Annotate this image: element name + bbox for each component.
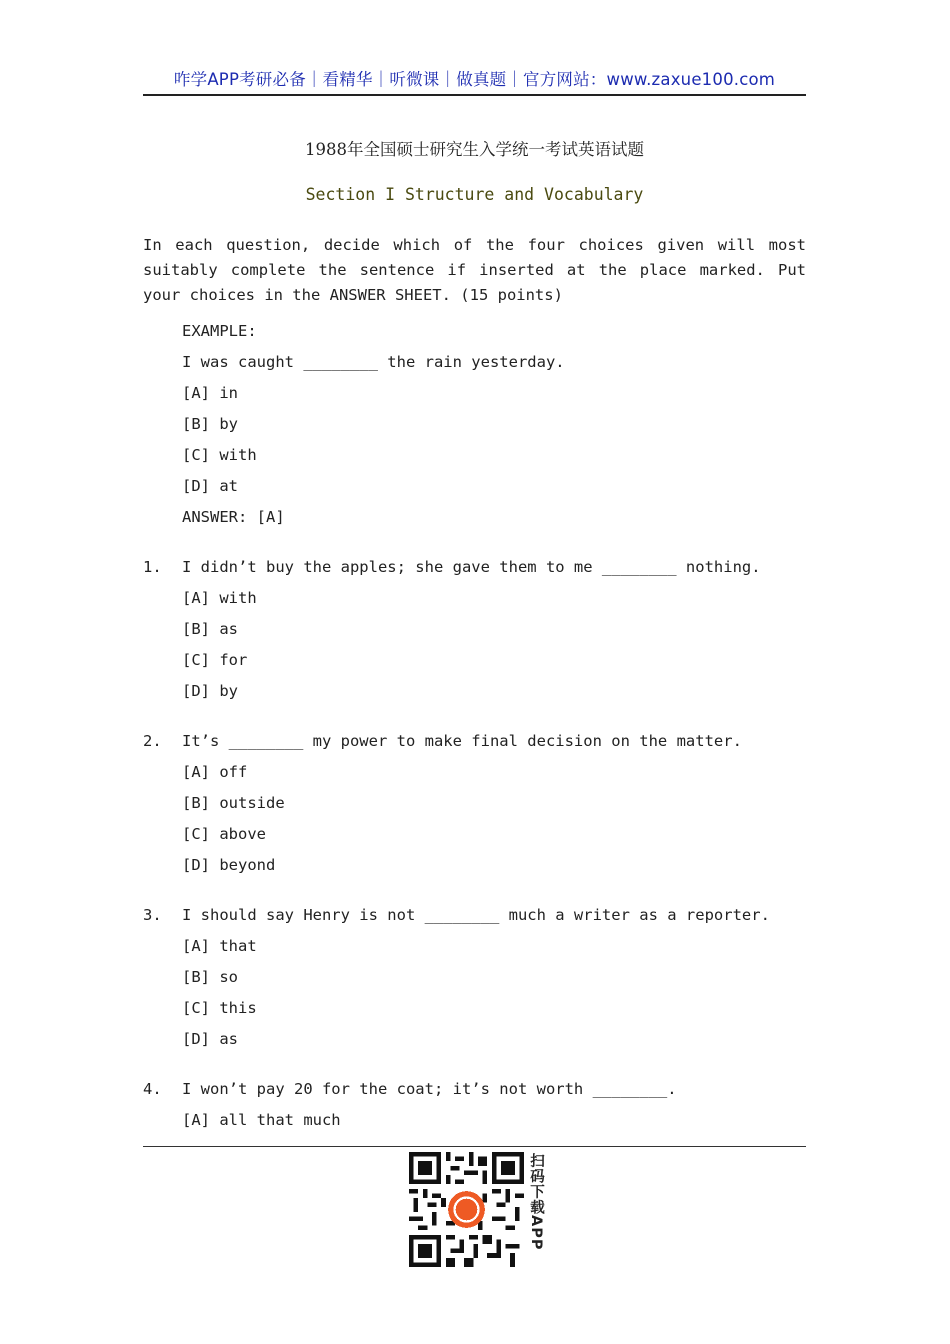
answer-option: [D] as: [182, 1030, 238, 1048]
answer-option: [B] so: [182, 968, 238, 986]
question-text: I didn’t buy the apples; she gave them to me ________ nothing.: [182, 558, 761, 576]
question-text: I won’t pay 20 for the coat; it’s not worth ________.: [182, 1080, 677, 1098]
answer-option: [A] all that much: [182, 1111, 341, 1129]
answer-option: [D] beyond: [182, 856, 276, 874]
question-number: 1.: [143, 558, 162, 576]
question-text: I should say Henry is not ________ much a writer as a reporter.: [182, 906, 770, 924]
section-title: Section I Structure and Vocabulary: [305, 185, 644, 204]
header-links[interactable]: 咋学APP考研必备｜看精华｜听微课｜做真题｜官方网站：www.zaxue100.com: [173, 70, 776, 89]
example-option: [C] with: [182, 446, 257, 464]
example-answer: ANSWER: [A]: [182, 508, 285, 526]
instructions: In each question, decide which of the four choices given will most suitably complete the sentence if inserted at the place marked. Put your choices in the ANSWER SHEET. (15 points): [143, 236, 806, 304]
footer-divider: [143, 1146, 806, 1147]
example-question: I was caught ________ the rain yesterday.: [182, 353, 565, 371]
answer-option: [C] this: [182, 999, 257, 1017]
answer-option: [D] by: [182, 682, 238, 700]
answer-option: [C] above: [182, 825, 266, 843]
header-divider: [143, 94, 806, 96]
document-title: 1988年全国硕士研究生入学统一考试英语试题: [305, 140, 644, 159]
example-option: [B] by: [182, 415, 238, 433]
question-text: It’s ________ my power to make final decision on the matter.: [182, 732, 742, 750]
example-option: [A] in: [182, 384, 238, 402]
answer-option: [C] for: [182, 651, 248, 669]
answer-option: [B] as: [182, 620, 238, 638]
qr-code-icon[interactable]: [409, 1152, 524, 1267]
answer-option: [A] that: [182, 937, 257, 955]
example-option: [D] at: [182, 477, 238, 495]
question-number: 2.: [143, 732, 162, 750]
question-number: 3.: [143, 906, 162, 924]
answer-option: [A] off: [182, 763, 248, 781]
answer-option: [B] outside: [182, 794, 285, 812]
question-number: 4.: [143, 1080, 162, 1098]
answer-option: [A] with: [182, 589, 257, 607]
download-app-label: 扫码下载APP: [528, 1153, 544, 1251]
example-label: EXAMPLE:: [182, 322, 257, 340]
